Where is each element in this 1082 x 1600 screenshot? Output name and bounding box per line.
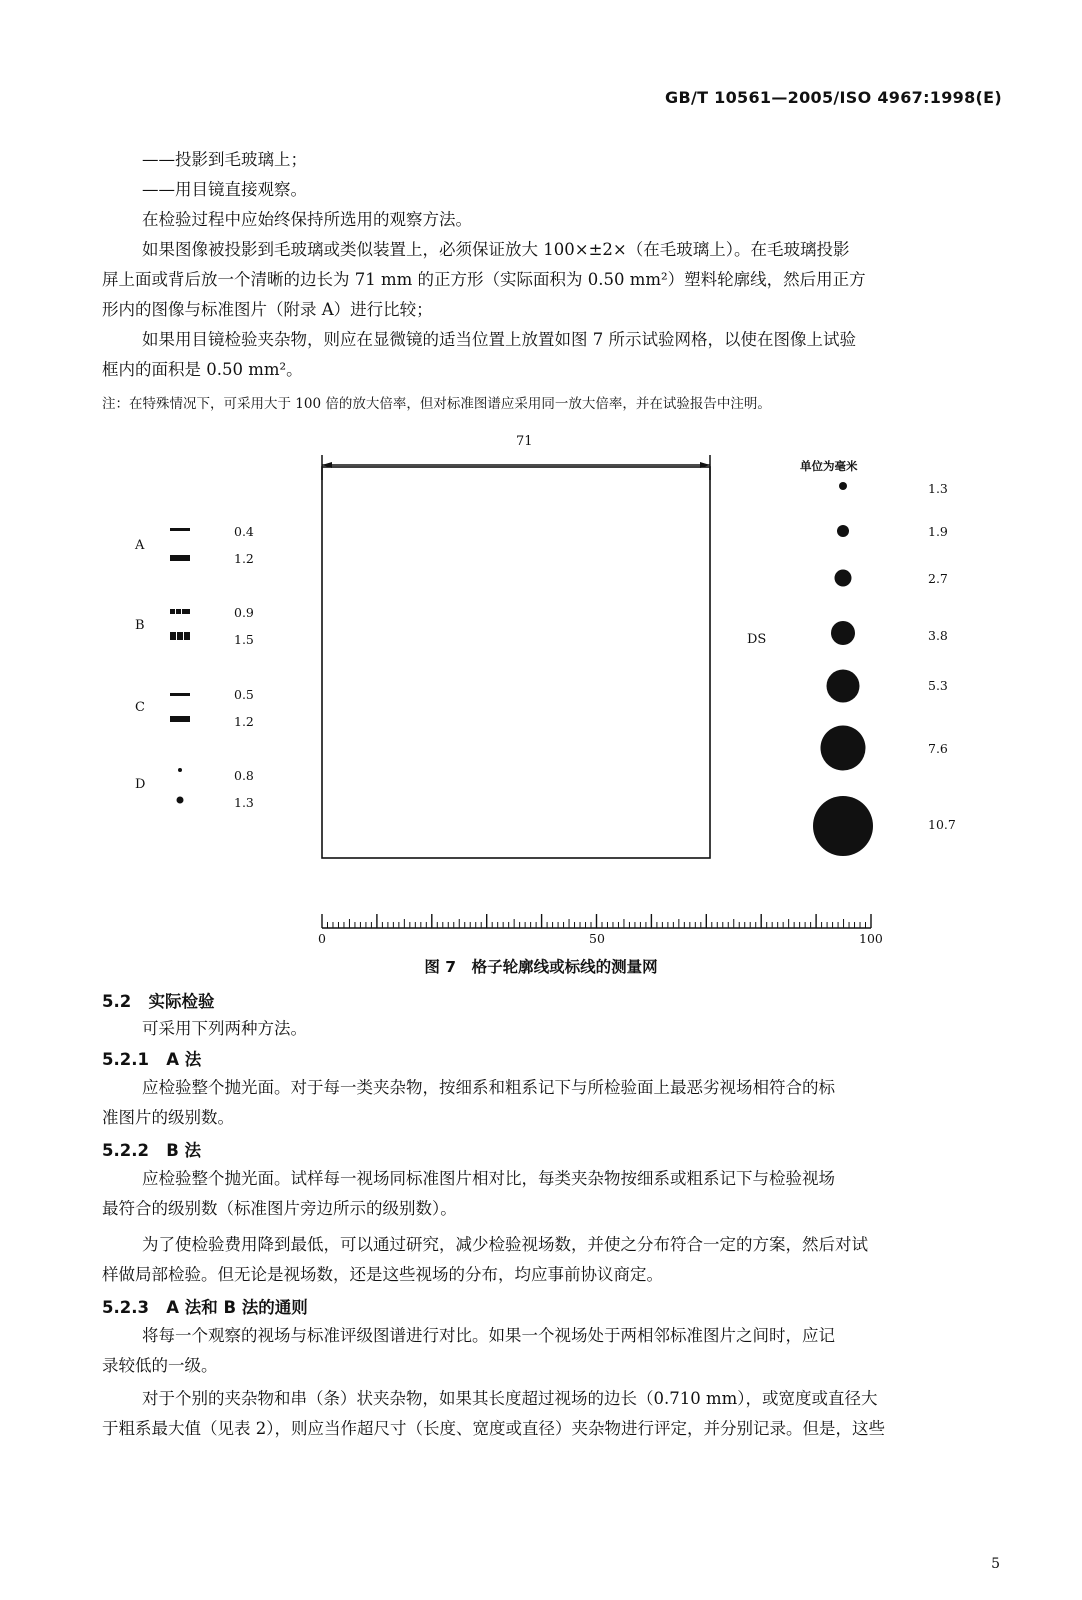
note-text: 注：在特殊情况下，可采用大于 100 倍的放大倍率，但对标准图谱应采用同一放大倍率，并在试验报告中注明。 <box>102 396 771 412</box>
group-d-value-1: 0.8 <box>234 768 254 783</box>
paragraph-line: 屏上面或背后放一个清晰的边长为 71 mm 的正方形（实际面积为 0.50 mm²）塑料轮廓线，然后用正方 <box>102 270 866 289</box>
section-heading <box>102 1046 201 1070</box>
measurement-grid-figure <box>0 420 1082 960</box>
section-title: A 法 <box>166 1050 202 1069</box>
ds-value: 2.7 <box>928 571 948 586</box>
ds-value: 10.7 <box>928 817 956 832</box>
test-square-frame <box>322 467 710 858</box>
inclusion-c-thin-bar <box>170 693 190 696</box>
section-number: 5.2.1 <box>102 1050 149 1069</box>
standard-number-header: GB/T 10561—2005/ISO 4967:1998(E) <box>665 88 1002 107</box>
group-letter-c: C <box>135 700 145 715</box>
paragraph-line: 在检验过程中应始终保持所选用的观察方法。 <box>142 210 472 229</box>
group-letter-b: B <box>135 618 145 633</box>
paragraph-line: 应检验整个抛光面。试样每一视场同标准图片相对比，每类夹杂物按细系或粗系记下与检验视场 <box>142 1169 835 1188</box>
group-d-value-2: 1.3 <box>234 795 254 810</box>
paragraph-line: 准图片的级别数。 <box>102 1108 234 1127</box>
paragraph-line: 于粗系最大值（见表 2），则应当作超尺寸（长度、宽度或直径）夹杂物进行评定，并分别记录。但是，这些 <box>102 1419 885 1438</box>
group-letter-d: D <box>135 777 146 792</box>
scale-tick-label: 0 <box>318 931 326 946</box>
section-number: 5.2.2 <box>102 1141 149 1160</box>
ds-circle-2 <box>837 525 849 537</box>
dash-item-2: ——用目镜直接观察。 <box>142 180 307 199</box>
section-heading <box>102 1294 308 1318</box>
paragraph-line: 对于个别的夹杂物和串（条）状夹杂物，如果其长度超过视场的边长（0.710 mm），或宽度或直径大 <box>142 1389 878 1408</box>
dash-item-1: ——投影到毛玻璃上； <box>142 150 307 169</box>
ds-value: 1.9 <box>928 524 948 539</box>
figure-caption: 图 7 格子轮廓线或标线的测量网 <box>424 958 658 976</box>
group-a-value-1: 0.4 <box>234 524 254 539</box>
paragraph-line: 框内的面积是 0.50 mm²。 <box>102 360 303 379</box>
paragraph-line: 可采用下列两种方法。 <box>142 1019 307 1038</box>
dimension-label: 71 <box>516 434 533 449</box>
group-b-value-2: 1.5 <box>234 632 254 647</box>
paragraph-line: 如果用目镜检验夹杂物，则应在显微镜的适当位置上放置如图 7 所示试验网格，以使在图像上试验 <box>142 330 856 349</box>
ds-label: DS <box>747 632 767 647</box>
ds-circle-4 <box>831 621 855 645</box>
scale-ruler <box>322 914 871 928</box>
unit-label: 单位为毫米 <box>800 459 858 473</box>
ds-value: 3.8 <box>928 628 948 643</box>
paragraph-line: 形内的图像与标准图片（附录 A）进行比较； <box>102 300 433 319</box>
section-title: 实际检验 <box>148 992 215 1011</box>
paragraph-line: 录较低的一级。 <box>102 1356 218 1375</box>
paragraph-line: 为了使检验费用降到最低，可以通过研究，减少检验视场数，并使之分布符合一定的方案，然后对试 <box>142 1235 868 1254</box>
ds-circle-6 <box>821 726 866 771</box>
ds-circle-1 <box>839 482 847 490</box>
inclusion-a-thin-bar <box>170 528 190 531</box>
paragraph-line: 应检验整个抛光面。对于每一类夹杂物，按细系和粗系记下与所检验面上最恶劣视场相符合的标 <box>142 1078 835 1097</box>
section-number: 5.2 <box>102 992 132 1011</box>
scale-tick-label: 100 <box>859 931 883 946</box>
section-heading <box>102 1137 201 1161</box>
section-number: 5.2.3 <box>102 1298 149 1317</box>
ds-value: 7.6 <box>928 741 948 756</box>
section-title: B 法 <box>166 1141 202 1160</box>
group-c-value-1: 0.5 <box>234 687 254 702</box>
ds-circle-3 <box>835 570 852 587</box>
ds-value: 5.3 <box>928 678 948 693</box>
inclusion-c-thick-bar <box>170 716 190 722</box>
inclusion-a-thick-bar <box>170 555 190 561</box>
paragraph-line: 如果图像被投影到毛玻璃或类似装置上，必须保证放大 100×±2×（在毛玻璃上）。在毛玻璃投影 <box>142 240 850 259</box>
group-c-value-2: 1.2 <box>234 714 254 729</box>
section-heading <box>102 988 214 1012</box>
paragraph-line: 将每一个观察的视场与标准评级图谱进行对比。如果一个视场处于两相邻标准图片之间时，应记 <box>142 1326 835 1345</box>
paragraph-line: 最符合的级别数（标准图片旁边所示的级别数）。 <box>102 1199 457 1218</box>
page-number: 5 <box>991 1556 1000 1572</box>
inclusion-b-thin-bar <box>170 609 190 614</box>
ds-circle-7 <box>813 796 873 856</box>
inclusion-d-large-dot <box>177 797 184 804</box>
group-b-value-1: 0.9 <box>234 605 254 620</box>
ds-circle-5 <box>827 670 860 703</box>
paragraph-line: 样做局部检验。但无论是视场数，还是这些视场的分布，均应事前协议商定。 <box>102 1265 663 1284</box>
ds-value: 1.3 <box>928 481 948 496</box>
group-letter-a: A <box>135 538 145 553</box>
scale-tick-label: 50 <box>589 931 605 946</box>
section-title: A 法和 B 法的通则 <box>166 1298 308 1317</box>
inclusion-b-thick-bar <box>170 632 190 640</box>
group-a-value-2: 1.2 <box>234 551 254 566</box>
inclusion-d-small-dot <box>178 768 182 772</box>
